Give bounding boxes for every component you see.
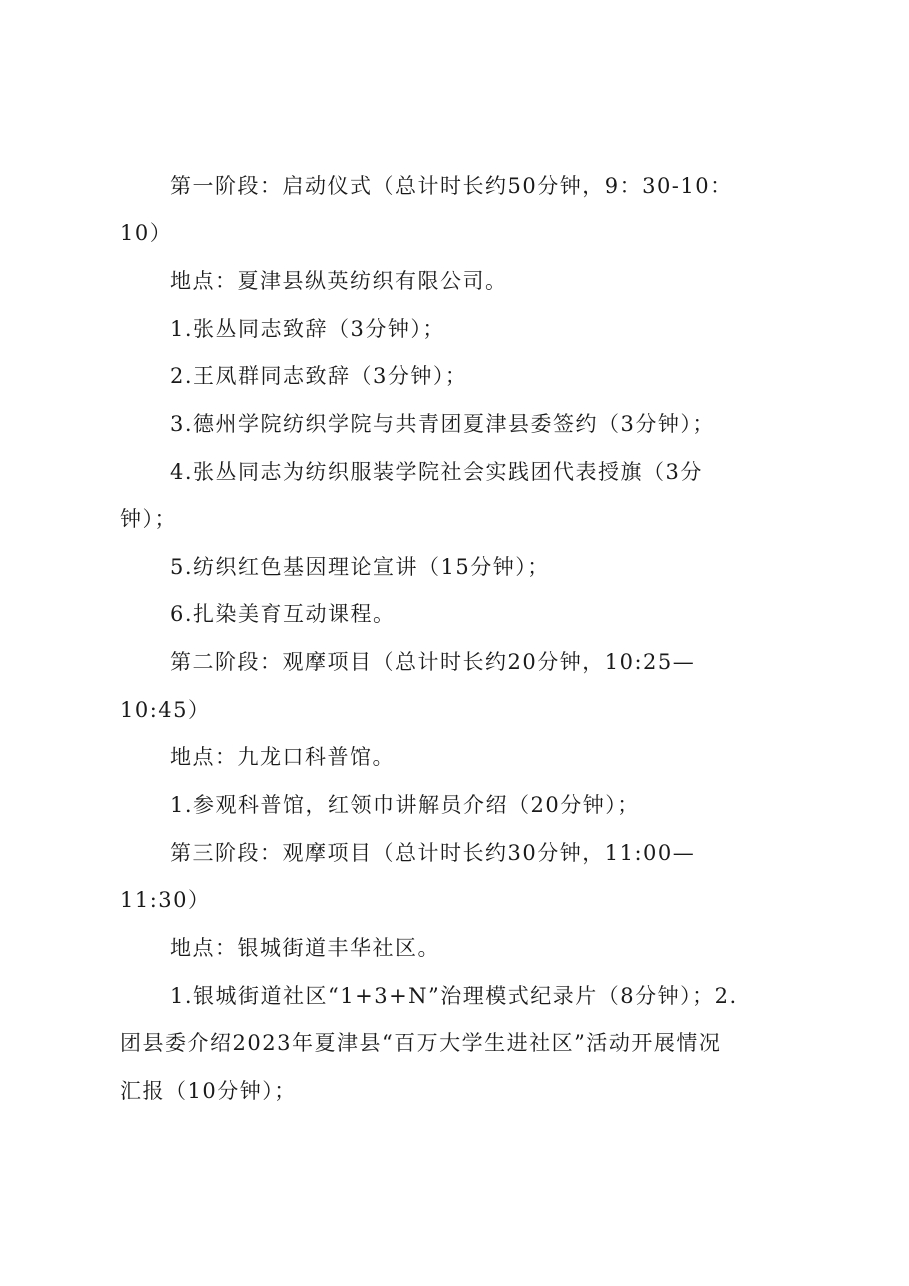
stage-3-item-2-continued: 汇报（10分钟）； xyxy=(120,1079,297,1103)
stage-1-heading: 第一阶段：启动仪式（总计时长约50分钟，9：30-10： xyxy=(170,174,733,198)
stage-2-item-1: 1.参观科普馆，红领巾讲解员介绍（20分钟）； xyxy=(170,793,640,817)
stage-1-item-3: 3.德州学院纺织学院与共青团夏津县委签约（3分钟）； xyxy=(170,412,715,436)
stage-3-item-2: 团县委介绍2023年夏津县“百万大学生进社区”活动开展情况 xyxy=(120,1031,722,1055)
stage-1-item-4: 4.张丛同志为纺织服装学院社会实践团代表授旗（3分 xyxy=(170,460,703,484)
stage-1-location: 地点：夏津县纵英纺织有限公司。 xyxy=(170,269,508,293)
stage-3-heading: 第三阶段：观摩项目（总计时长约30分钟，11:00— xyxy=(170,841,696,865)
stage-1-item-6: 6.扎染美育互动课程。 xyxy=(170,602,396,626)
stage-2-heading: 第二阶段：观摩项目（总计时长约20分钟，10:25— xyxy=(170,650,696,674)
stage-2-heading-continued: 10:45） xyxy=(120,698,211,722)
stage-3-location: 地点：银城街道丰华社区。 xyxy=(170,936,440,960)
stage-1-item-1: 1.张丛同志致辞（3分钟）； xyxy=(170,317,445,341)
stage-1-heading-continued: 10） xyxy=(120,221,173,245)
stage-1-item-4-continued: 钟）； xyxy=(120,507,177,531)
stage-3-heading-continued: 11:30） xyxy=(120,888,211,912)
stage-2-location: 地点：九龙口科普馆。 xyxy=(170,745,395,769)
stage-3-item-1: 1.银城街道社区“1+3+N”治理模式纪录片（8分钟）；2. xyxy=(170,984,738,1008)
stage-1-item-5: 5.纺织红色基因理论宣讲（15分钟）； xyxy=(170,555,550,579)
stage-1-item-2: 2.王凤群同志致辞（3分钟）； xyxy=(170,364,468,388)
